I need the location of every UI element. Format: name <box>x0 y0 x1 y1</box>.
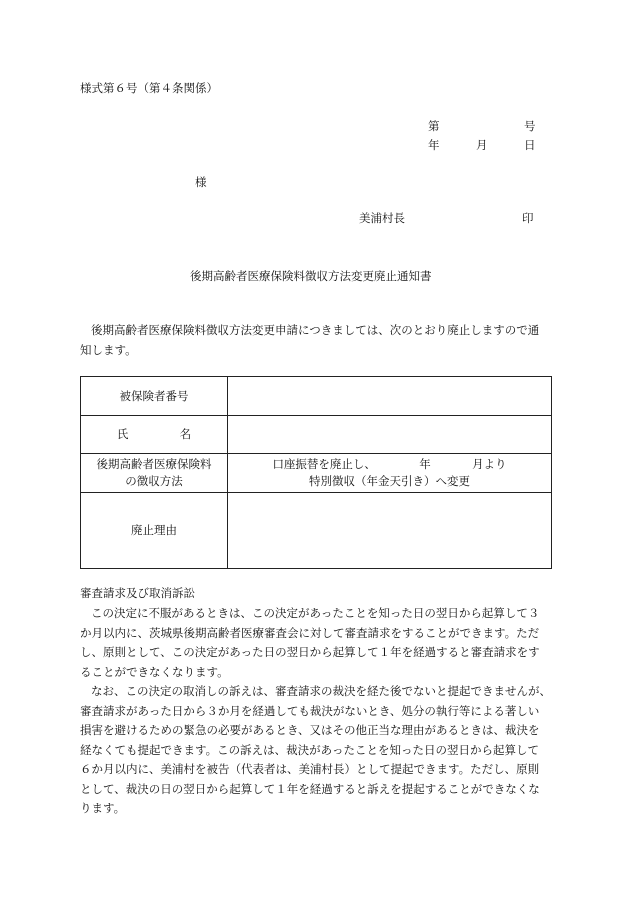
name-label <box>81 416 228 454</box>
collection-method-value-line <box>228 456 551 473</box>
collection-method-label <box>81 454 228 493</box>
collection-method-year: 年 <box>419 457 431 471</box>
collection-method-label-line: の徴収方法 <box>125 474 183 488</box>
form-number: 様式第６号（第４条関係） <box>80 81 218 95</box>
notice-line: なお、この決定の取消しの訴えは、審査請求の裁決を経た後でないと提起できませんが、 <box>91 684 551 698</box>
abolition-reason-label: 廃止理由 <box>81 493 228 569</box>
collection-method-value-a: 口座振替を廃止し、 <box>272 457 376 471</box>
notice-line: 損害を避けるための緊急の必要があるとき、又はその他正当な理由があるときは、裁決を <box>80 723 540 737</box>
date-year: 年 <box>428 138 440 152</box>
intro-paragraph <box>80 321 554 360</box>
name-label-b: 名 <box>179 427 192 441</box>
doc-number-suffix: 号 <box>524 119 536 133</box>
notice-line: か月以内に、茨城県後期高齢者医療審査会に対して審査請求をすることができます。ただ <box>80 625 540 640</box>
collection-method-month: 月より <box>472 457 507 471</box>
notice-paragraph-1 <box>80 604 554 682</box>
name-label-a: 氏 <box>116 427 129 441</box>
notice-line: 経なくても提起できます。この訴えは、裁決があったことを知った日の翌日から起算して <box>80 742 539 757</box>
addressee-suffix: 様 <box>195 175 207 189</box>
notice-line: 審査請求があった日から３か月を経過しても裁決がないとき、処分の執行等による著しい <box>80 703 540 718</box>
notice-line: この決定に不服があるときは、この決定があったことを知った日の翌日から起算して３ <box>91 606 540 620</box>
notice-line: ります。 <box>80 801 126 815</box>
collection-method-value-line: 特別徴収（年金天引き）へ変更 <box>309 474 470 488</box>
document-title: 後期高齢者医療保険料徴収方法変更廃止通知書 <box>190 269 432 283</box>
notice-line: し、原則として、この決定があった日の翌日から起算して１年を経過すると審査請求をす <box>80 645 540 659</box>
notice-line: として、裁決の日の翌日から起算して１年を経過すると訴えを提起することができなくな <box>80 781 540 796</box>
doc-number-label: 第 <box>428 119 440 133</box>
name-field[interactable] <box>228 416 552 454</box>
collection-method-value <box>228 454 552 493</box>
abolition-reason-field[interactable] <box>228 493 552 569</box>
insured-number-field[interactable] <box>228 377 552 416</box>
intro-line: 後期高齢者医療保険料徴収方法変更申請につきましては、次のとおり廃止しますので通 <box>91 323 540 337</box>
seal-mark: 印 <box>522 211 534 225</box>
notice-paragraph-2 <box>80 682 554 819</box>
notice-line: ６か月以内に、美浦村を被告（代表者は、美浦村長）として提起できます。ただし、原則 <box>80 762 540 776</box>
notice-heading: 審査請求及び取消訴訟 <box>80 586 195 600</box>
form-table <box>80 376 552 569</box>
insured-number-label: 被保険者番号 <box>81 377 228 416</box>
date-day: 日 <box>524 138 536 152</box>
date-month: 月 <box>476 138 488 152</box>
collection-method-label-line: 後期高齢者医療保険料 <box>96 457 212 471</box>
issuer-name: 美浦村長 <box>359 211 405 225</box>
intro-line: 知します。 <box>80 342 137 357</box>
notice-line: ることができなくなります。 <box>80 664 229 679</box>
